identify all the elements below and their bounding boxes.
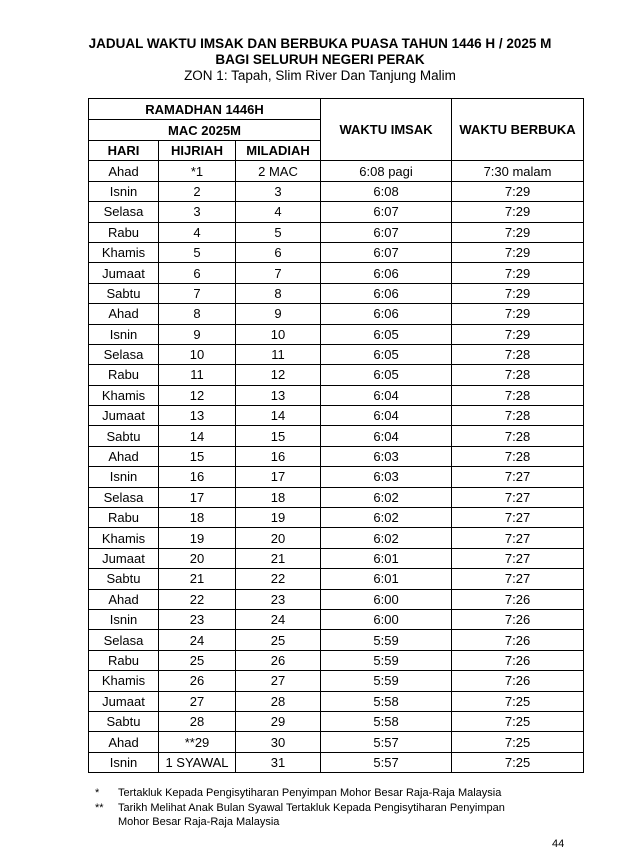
berbuka-cell: 7:28 <box>452 344 584 364</box>
table-row <box>89 344 584 364</box>
hari-cell: Khamis <box>89 528 159 548</box>
table-row <box>89 385 584 405</box>
berbuka-cell: 7:30 malam <box>452 161 584 181</box>
berbuka-cell: 7:28 <box>452 446 584 466</box>
miladiah-cell: 3 <box>236 181 321 201</box>
footnote-mark: * <box>95 787 100 799</box>
miladiah-cell: 14 <box>236 406 321 426</box>
hari-cell: Ahad <box>89 589 159 609</box>
hijriah-cell: *1 <box>159 161 236 181</box>
berbuka-cell: 7:27 <box>452 528 584 548</box>
imsak-cell: 6:05 <box>321 344 452 364</box>
berbuka-cell: 7:29 <box>452 242 584 262</box>
imsak-cell: 6:08 pagi <box>321 161 452 181</box>
berbuka-cell: 7:28 <box>452 385 584 405</box>
miladiah-cell: 13 <box>236 385 321 405</box>
hijriah-cell: 20 <box>159 548 236 568</box>
imsak-cell: 6:06 <box>321 263 452 283</box>
imsak-cell: 6:00 <box>321 609 452 629</box>
hijriah-cell: 22 <box>159 589 236 609</box>
miladiah-cell: 6 <box>236 242 321 262</box>
imsak-cell: 6:07 <box>321 222 452 242</box>
hari-cell: Jumaat <box>89 691 159 711</box>
hijriah-cell: 2 <box>159 181 236 201</box>
table-row <box>89 446 584 466</box>
table-row <box>89 324 584 344</box>
footnote <box>95 786 538 801</box>
imsak-cell: 5:58 <box>321 691 452 711</box>
berbuka-cell: 7:27 <box>452 569 584 589</box>
footnote-text: Tertakluk Kepada Pengisytiharan Penyimpan Mohor Besar Raja-Raja Malaysia <box>118 787 502 799</box>
table-row <box>89 589 584 609</box>
table-row <box>89 548 584 568</box>
table-row <box>89 263 584 283</box>
hijriah-header: HIJRIAH <box>159 141 236 161</box>
berbuka-cell: 7:25 <box>452 752 584 772</box>
table-row <box>89 569 584 589</box>
hijriah-cell: 3 <box>159 202 236 222</box>
table-row <box>89 630 584 650</box>
hijriah-cell: 1 SYAWAL <box>159 752 236 772</box>
table-row <box>89 528 584 548</box>
imsak-cell: 5:57 <box>321 732 452 752</box>
hari-cell: Ahad <box>89 446 159 466</box>
miladiah-header: MILADIAH <box>236 141 321 161</box>
hijriah-cell: 24 <box>159 630 236 650</box>
hari-cell: Khamis <box>89 242 159 262</box>
hari-cell: Sabtu <box>89 711 159 731</box>
miladiah-cell: 2 MAC <box>236 161 321 181</box>
hari-cell: Selasa <box>89 202 159 222</box>
hari-cell: Isnin <box>89 467 159 487</box>
table-row <box>89 671 584 691</box>
miladiah-cell: 12 <box>236 365 321 385</box>
imsak-cell: 6:00 <box>321 589 452 609</box>
hari-cell: Selasa <box>89 344 159 364</box>
table-row <box>89 508 584 528</box>
table-row <box>89 242 584 262</box>
hijriah-cell: 10 <box>159 344 236 364</box>
table-row <box>89 181 584 201</box>
imsak-cell: 5:59 <box>321 650 452 670</box>
footnotes <box>95 786 538 830</box>
hari-cell: Selasa <box>89 630 159 650</box>
hijriah-cell: **29 <box>159 732 236 752</box>
hijriah-cell: 7 <box>159 283 236 303</box>
hari-cell: Rabu <box>89 650 159 670</box>
hari-cell: Ahad <box>89 732 159 752</box>
imsak-header: WAKTU IMSAK <box>321 99 452 161</box>
berbuka-cell: 7:27 <box>452 508 584 528</box>
hari-cell: Ahad <box>89 161 159 181</box>
berbuka-cell: 7:27 <box>452 487 584 507</box>
document-title: JADUAL WAKTU IMSAK DAN BERBUKA PUASA TAHUN 1446 H / 2025 M <box>88 36 552 51</box>
table-row <box>89 202 584 222</box>
berbuka-cell: 7:29 <box>452 304 584 324</box>
hari-cell: Rabu <box>89 508 159 528</box>
hijriah-cell: 5 <box>159 242 236 262</box>
imsak-cell: 6:01 <box>321 548 452 568</box>
miladiah-cell: 16 <box>236 446 321 466</box>
miladiah-cell: 5 <box>236 222 321 242</box>
hari-cell: Khamis <box>89 671 159 691</box>
month-header: MAC 2025M <box>89 120 321 141</box>
miladiah-cell: 31 <box>236 752 321 772</box>
hijriah-cell: 16 <box>159 467 236 487</box>
page-number: 44 <box>552 838 565 850</box>
hari-cell: Sabtu <box>89 283 159 303</box>
zone-label: ZON 1: Tapah, Slim River Dan Tanjung Malim <box>184 68 456 83</box>
hari-cell: Ahad <box>89 304 159 324</box>
berbuka-header: WAKTU BERBUKA <box>452 99 584 161</box>
hari-cell: Rabu <box>89 222 159 242</box>
hijriah-cell: 4 <box>159 222 236 242</box>
berbuka-cell: 7:29 <box>452 222 584 242</box>
hari-cell: Isnin <box>89 609 159 629</box>
hijriah-cell: 19 <box>159 528 236 548</box>
miladiah-cell: 27 <box>236 671 321 691</box>
hari-cell: Isnin <box>89 752 159 772</box>
miladiah-cell: 18 <box>236 487 321 507</box>
hijriah-cell: 8 <box>159 304 236 324</box>
berbuka-cell: 7:26 <box>452 609 584 629</box>
miladiah-cell: 17 <box>236 467 321 487</box>
table-row <box>89 752 584 772</box>
imsak-cell: 6:07 <box>321 242 452 262</box>
hijriah-cell: 12 <box>159 385 236 405</box>
hijriah-cell: 28 <box>159 711 236 731</box>
hijriah-cell: 13 <box>159 406 236 426</box>
hijriah-cell: 14 <box>159 426 236 446</box>
table-row <box>89 406 584 426</box>
berbuka-cell: 7:27 <box>452 467 584 487</box>
miladiah-cell: 15 <box>236 426 321 446</box>
imsak-cell: 6:02 <box>321 508 452 528</box>
hari-cell: Khamis <box>89 385 159 405</box>
table-row <box>89 691 584 711</box>
miladiah-cell: 11 <box>236 344 321 364</box>
imsak-cell: 6:02 <box>321 528 452 548</box>
table-row <box>89 467 584 487</box>
hari-cell: Isnin <box>89 324 159 344</box>
miladiah-cell: 19 <box>236 508 321 528</box>
berbuka-cell: 7:25 <box>452 732 584 752</box>
table-row <box>89 732 584 752</box>
miladiah-cell: 28 <box>236 691 321 711</box>
berbuka-cell: 7:25 <box>452 711 584 731</box>
miladiah-cell: 22 <box>236 569 321 589</box>
document-subtitle: BAGI SELURUH NEGERI PERAK <box>215 52 425 67</box>
berbuka-cell: 7:26 <box>452 630 584 650</box>
hijriah-cell: 17 <box>159 487 236 507</box>
imsak-cell: 6:03 <box>321 467 452 487</box>
miladiah-cell: 29 <box>236 711 321 731</box>
miladiah-cell: 9 <box>236 304 321 324</box>
berbuka-cell: 7:26 <box>452 589 584 609</box>
imsak-cell: 5:58 <box>321 711 452 731</box>
imsak-cell: 6:01 <box>321 569 452 589</box>
miladiah-cell: 20 <box>236 528 321 548</box>
table-row <box>89 711 584 731</box>
hari-cell: Sabtu <box>89 426 159 446</box>
hijriah-cell: 23 <box>159 609 236 629</box>
berbuka-cell: 7:29 <box>452 263 584 283</box>
hijriah-cell: 18 <box>159 508 236 528</box>
imsak-cell: 6:04 <box>321 385 452 405</box>
table-row <box>89 222 584 242</box>
imsak-cell: 6:03 <box>321 446 452 466</box>
table-row <box>89 304 584 324</box>
berbuka-cell: 7:29 <box>452 181 584 201</box>
table-row <box>89 161 584 181</box>
berbuka-cell: 7:29 <box>452 283 584 303</box>
berbuka-cell: 7:26 <box>452 650 584 670</box>
berbuka-cell: 7:26 <box>452 671 584 691</box>
miladiah-cell: 23 <box>236 589 321 609</box>
hijriah-cell: 11 <box>159 365 236 385</box>
berbuka-cell: 7:28 <box>452 406 584 426</box>
table-row <box>89 609 584 629</box>
table-row <box>89 283 584 303</box>
miladiah-cell: 30 <box>236 732 321 752</box>
hijriah-cell: 21 <box>159 569 236 589</box>
hijriah-cell: 9 <box>159 324 236 344</box>
footnote-mark: ** <box>95 801 104 814</box>
miladiah-cell: 4 <box>236 202 321 222</box>
miladiah-cell: 24 <box>236 609 321 629</box>
berbuka-cell: 7:28 <box>452 426 584 446</box>
imsak-cell: 5:59 <box>321 671 452 691</box>
imsak-cell: 6:02 <box>321 487 452 507</box>
table-row <box>89 365 584 385</box>
berbuka-cell: 7:25 <box>452 691 584 711</box>
imsak-cell: 6:06 <box>321 283 452 303</box>
table-row <box>89 426 584 446</box>
imsak-cell: 5:57 <box>321 752 452 772</box>
berbuka-cell: 7:27 <box>452 548 584 568</box>
footnote-text: Tarikh Melihat Anak Bulan Syawal Tertakluk Kepada Pengisytiharan Penyimpan Mohor Besar Raja-Raja Malaysia <box>118 801 505 828</box>
miladiah-cell: 10 <box>236 324 321 344</box>
hari-cell: Jumaat <box>89 406 159 426</box>
miladiah-cell: 26 <box>236 650 321 670</box>
hari-cell: Jumaat <box>89 263 159 283</box>
hijriah-cell: 15 <box>159 446 236 466</box>
imsak-cell: 5:59 <box>321 630 452 650</box>
hari-cell: Isnin <box>89 181 159 201</box>
hari-cell: Selasa <box>89 487 159 507</box>
table-row <box>89 650 584 670</box>
footnote <box>95 801 538 830</box>
miladiah-cell: 8 <box>236 283 321 303</box>
miladiah-cell: 7 <box>236 263 321 283</box>
berbuka-cell: 7:28 <box>452 365 584 385</box>
imsak-cell: 6:04 <box>321 426 452 446</box>
imsak-cell: 6:08 <box>321 181 452 201</box>
miladiah-cell: 21 <box>236 548 321 568</box>
miladiah-cell: 25 <box>236 630 321 650</box>
hijriah-cell: 26 <box>159 671 236 691</box>
hijriah-cell: 25 <box>159 650 236 670</box>
imsak-cell: 6:04 <box>321 406 452 426</box>
imsak-cell: 6:05 <box>321 365 452 385</box>
hijriah-cell: 27 <box>159 691 236 711</box>
ramadhan-header: RAMADHAN 1446H <box>89 99 321 120</box>
imsak-cell: 6:05 <box>321 324 452 344</box>
table-row <box>89 487 584 507</box>
berbuka-cell: 7:29 <box>452 324 584 344</box>
hari-cell: Sabtu <box>89 569 159 589</box>
berbuka-cell: 7:29 <box>452 202 584 222</box>
schedule-table <box>88 98 584 773</box>
hijriah-cell: 6 <box>159 263 236 283</box>
hari-cell: Rabu <box>89 365 159 385</box>
imsak-cell: 6:06 <box>321 304 452 324</box>
imsak-cell: 6:07 <box>321 202 452 222</box>
hari-cell: Jumaat <box>89 548 159 568</box>
hari-header: HARI <box>89 141 159 161</box>
